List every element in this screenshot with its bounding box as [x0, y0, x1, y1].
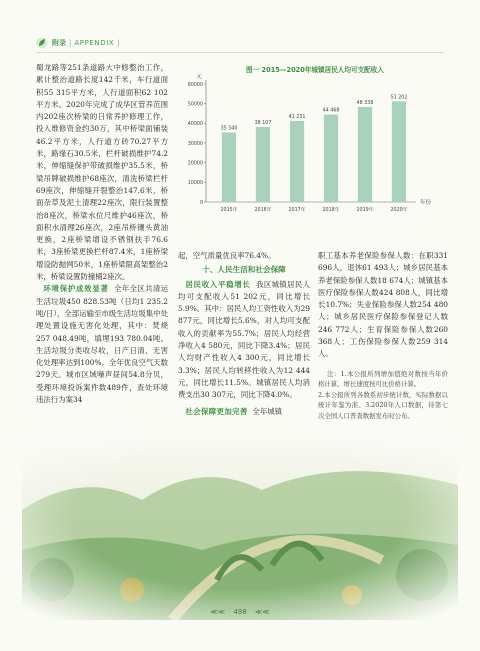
section-heading-livelihood: 十、人民生活和社会保障 [202, 265, 286, 275]
y-axis-title: 元 [196, 74, 202, 80]
note-1: 注：1.本公报所列增加值绝对数按当年价格计算，增长速度按可比价格计算。 [318, 369, 448, 389]
y-tick-label: 30000 [187, 141, 203, 147]
x-tick-label: 2017年 [288, 208, 306, 213]
header-separator-end: | [117, 39, 120, 47]
bar-value-label: 44 468 [322, 108, 340, 114]
section-label: 附录 [52, 39, 66, 47]
paragraph-roads-bridges: 蜀龙路等251条道路大中修整治工作，累计整治道路长度142千米，车行道面积55 315平方米，人行道面积62 102平方米。2020年完成了成华区管养范围内202座次桥梁的日常养护修理工作，投入维修资金约30万，其中桥梁面铺装46.2平方米，人行道方砖70.27平方米，路缘石30.5米，栏杆破损维护74.2米，伸缩缝保护带破损维护35.5米，桥梁吊牌破损维护68座次，清洗桥梁栏杆69座次，伸缩缝开裂整治147.6米，桥面杂草及泥土清理22座次，限行装置整治8座次，桥梁水位尺维护46座次，桥面积水清理26座次，2座吊桥镶头黄油更换，2座桥梁增设不锈钢扶手76.6米，3座桥梁更换栏杆87.4米，1座桥梁增设防抛网50米，1座桥梁限高架整治2米，桥梁设置防撞桶2座次。 [36, 63, 168, 282]
social-security-text: 全年城镇 [252, 406, 282, 416]
note-2: 2.本公报所列各数系初步统计数，实际数据以统计年鉴为准。3.2020年人口数据，待第七次全国人口普查数据发布时公布。 [318, 390, 448, 421]
paragraph-environment [36, 283, 168, 406]
y-tick-label: 10000 [187, 181, 203, 187]
bar-2017年 [290, 121, 304, 202]
paragraph-insurance: 职工基本养老保险参保人数：在职331 696人，退休61 493人；城乡居民基本养老保险参保人数18 674人；城镇基本医疗保险参保人数424 808人，同比增长10.7%；失业保险参保人数254 480人；城乡居民医疗保险参保登记人数246 772人；生育保险参保人数260 368人；工伤保险参保人数259 314人。 [318, 251, 448, 359]
y-tick-label: 50000 [187, 102, 203, 108]
column-middle [178, 250, 310, 418]
bar-value-label: 48 338 [356, 100, 374, 106]
y-tick-label: 0 [199, 200, 203, 206]
page-footer [0, 608, 480, 616]
x-tick-label: 2018年 [322, 208, 340, 213]
y-tick-label: 20000 [187, 161, 203, 167]
chart-title: 图一 2015—2020年城镇居民人均可支配收入 [246, 66, 384, 74]
x-axis-title: 年份 [420, 200, 432, 206]
y-tick-label: 40000 [187, 122, 203, 128]
bar-2019年 [358, 107, 372, 202]
x-tick-label: 2016年 [254, 208, 272, 213]
y-tick-label: 60000 [187, 82, 203, 88]
page-number: 498 [233, 608, 247, 616]
bar-2016年 [256, 127, 270, 202]
bar-2020年 [392, 101, 406, 202]
paragraph-income [178, 279, 310, 402]
bar-value-label: 41 231 [288, 114, 306, 120]
x-tick-label: 2015年 [220, 208, 238, 213]
header-separator: | [69, 39, 72, 47]
paragraph-air-quality: 起，空气质量优良率76.4%。 [178, 251, 276, 260]
bar-2015年 [222, 132, 236, 202]
x-tick-label: 2019年 [356, 208, 374, 213]
header-rule [36, 52, 444, 53]
appendix-label: APPENDIX [74, 39, 115, 47]
bar-value-label: 51 202 [390, 95, 408, 101]
paragraph-social-security [178, 406, 310, 418]
leaf-logo-icon [36, 37, 48, 49]
park-photo [22, 430, 458, 620]
footer-ornament-left: ≪≪ [210, 608, 226, 616]
lead-income: 居民收入平稳增长 [185, 279, 251, 289]
income-text: 我区城镇居民人均可支配收入51 202元，同比增长5.9%。其中：居民人均工资性收入为29 877元，同比增长5.6%，对人均可支配收入的贡献率为55.7%；居民人均经营净收入4 580元，同比下降3.4%；居民人均财产性收入4 300元，同比增长3.3%；居民人均转移性收入为12 444元，同比增长11.5%。城镇居民人均消费支出30 307元，同比下降4.0%。 [178, 279, 310, 400]
bar-2018年 [324, 115, 338, 202]
bar-value-label: 38 107 [254, 121, 272, 127]
bar-value-label: 35 340 [220, 126, 238, 132]
column-left [36, 62, 168, 406]
environment-text: 全年全区共清运生活垃圾450 828.53吨（日均1 235.2吨/日），全部运输至市级生活垃圾集中处理处置设施无害化处理，其中：焚烧257 048.49吨，填埋193 780.04吨。生活垃圾分类收尽收，日产日清，无害化处理率达到100%。全年优良空气天数279天。城市区域噪声昼间54.8分贝，受理环境投诉案件数489件，查处环境违法行为案34 [36, 284, 168, 405]
column-right [318, 250, 448, 422]
x-tick-label: 2020年 [390, 208, 408, 213]
running-header [36, 36, 123, 50]
footer-ornament-right: ≪≪ [254, 608, 270, 616]
lead-environment: 环境保护成效显著 [43, 284, 109, 294]
lead-social-security: 社会保障更加完善 [185, 406, 248, 416]
income-bar-chart [180, 72, 450, 218]
